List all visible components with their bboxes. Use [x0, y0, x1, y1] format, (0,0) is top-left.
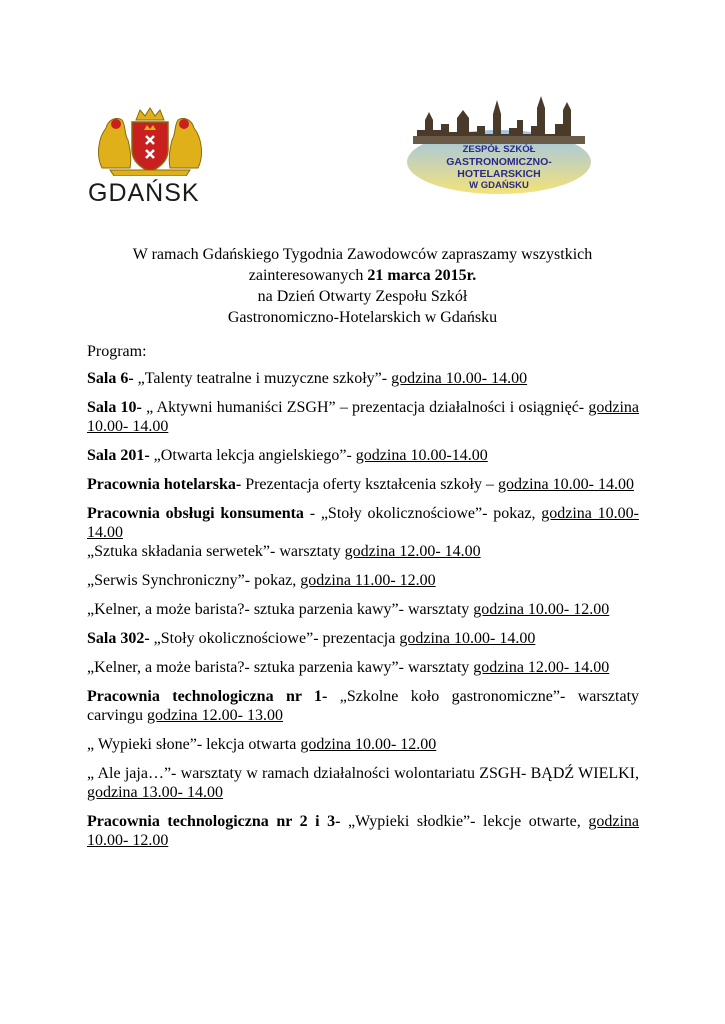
school-logo-text: ZESPÓŁ SZKÓŁ GASTRONOMICZNO-HOTELARSKICH W GDAŃSKU	[446, 144, 552, 191]
intro-line-4: Gastronomiczno-Hotelarskich w Gdańsku	[227, 309, 498, 326]
program-label: Program:	[87, 343, 147, 360]
program-item: Sala 10- „ Aktywni humaniści ZSGH” – prezentacja działalności i osiągnięć- godzina 10.00- 14.00	[87, 399, 639, 435]
intro-line-2: zainteresowanych 21 marca 2015r.	[248, 267, 477, 284]
program-item: Sala 6- „Talenty teatralne i muzyczne szkoły”- godzina 10.00- 14.00	[87, 370, 528, 387]
program-item: „Kelner, a może barista?- sztuka parzenia kawy”- warsztaty godzina 12.00- 14.00	[87, 659, 610, 676]
program-item: Sala 201- „Otwarta lekcja angielskiego”- godzina 10.00-14.00	[87, 447, 488, 464]
program-item: Pracownia technologiczna nr 1- „Szkolne koło gastronomiczne”- warsztaty carvingu godzina 12.00- 13.00	[87, 688, 640, 724]
program-item: Pracownia hotelarska- Prezentacja oferty kształcenia szkoły – godzina 10.00- 14.00	[87, 476, 634, 493]
program-item: Sala 302- „Stoły okolicznościowe”- prezentacja godzina 10.00- 14.00	[87, 630, 536, 647]
gdansk-logo	[88, 106, 213, 206]
program-item: „Kelner, a może barista?- sztuka parzenia kawy”- warsztaty godzina 10.00- 12.00	[87, 601, 610, 618]
program-list	[87, 369, 639, 850]
gdansk-wordmark: GDAŃSK	[88, 179, 200, 207]
gdansk-coat-of-arms-icon	[94, 106, 206, 176]
program-item: Pracownia obsługi konsumenta - „Stoły okolicznościowe”- pokaz, godzina 10.00-14.00	[87, 505, 639, 541]
program-item: „ Wypieki słone”- lekcja otwarta godzina 10.00- 12.00	[87, 736, 437, 753]
intro-line-1: W ramach Gdańskiego Tygodnia Zawodowców zapraszamy wszystkich	[132, 246, 593, 263]
program-item: „ Ale jaja…”- warsztaty w ramach działalności wolontariatu ZSGH- BĄDŹ WIELKI, godzina 13.00- 14.00	[87, 765, 639, 801]
intro-text	[60, 244, 665, 328]
program-item: „Serwis Synchroniczny”- pokaz, godzina 11.00- 12.00	[87, 572, 436, 589]
program-item: „Sztuka składania serwetek”- warsztaty godzina 12.00- 14.00	[87, 543, 481, 560]
school-logo	[405, 90, 593, 198]
program-item: Pracownia technologiczna nr 2 i 3- „Wypieki słodkie”- lekcje otwarte, godzina 10.00- 12.00	[87, 813, 639, 849]
intro-line-3: na Dzień Otwarty Zespołu Szkół	[257, 288, 468, 305]
